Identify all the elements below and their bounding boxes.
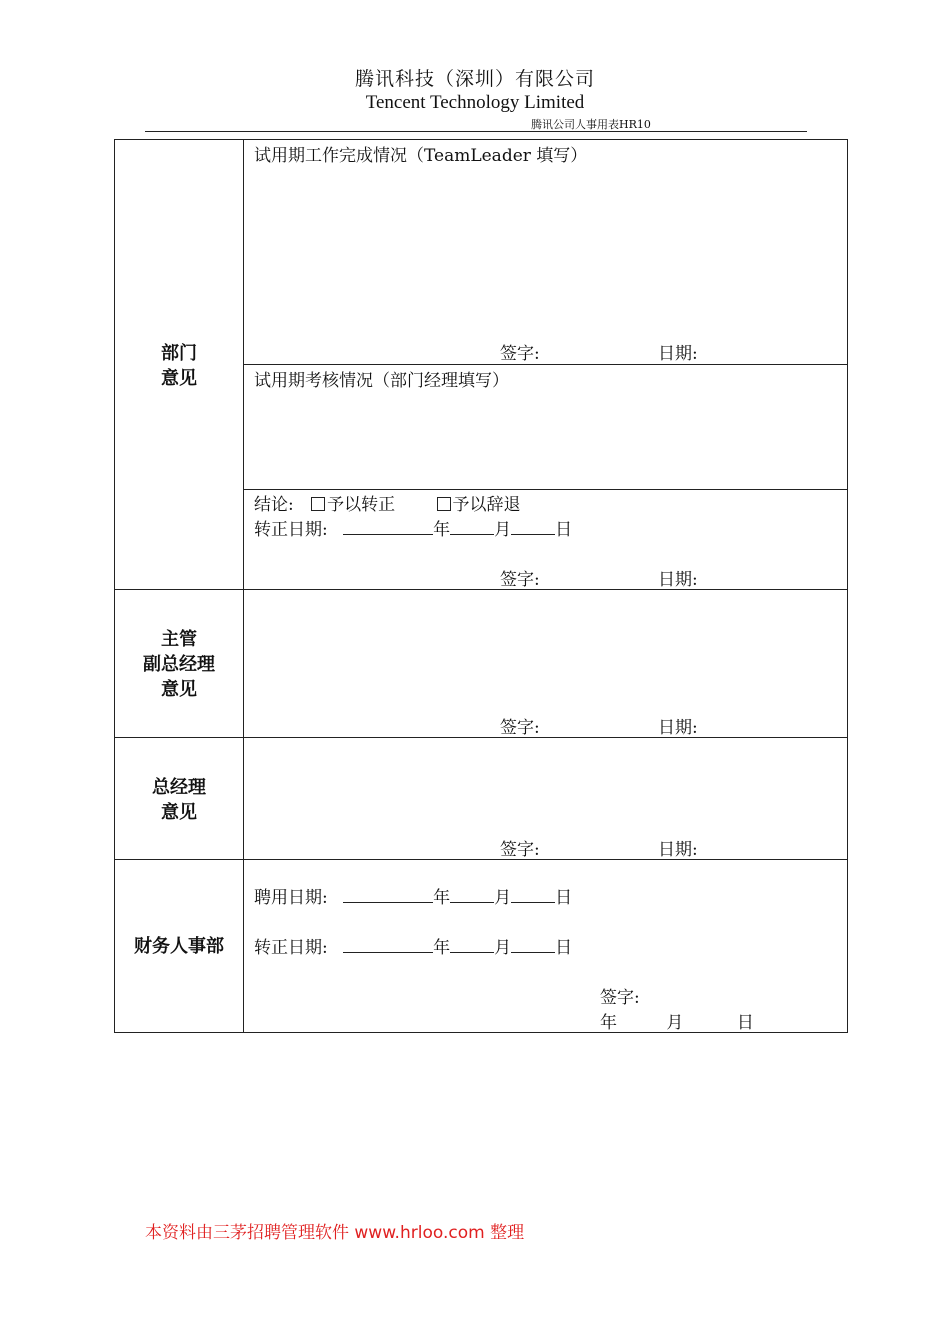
table-column-divider (243, 139, 244, 1033)
company-name-en: Tencent Technology Limited (365, 92, 585, 113)
month-label: 月 (494, 888, 512, 908)
table-row-divider (114, 589, 848, 590)
gm-date-label: 日期: (658, 840, 698, 860)
year-label: 年 (433, 938, 451, 958)
day-label: 日 (555, 938, 573, 958)
header-divider (145, 131, 807, 132)
company-name-cn: 腾讯科技（深圳）有限公司 (354, 68, 595, 90)
day-label: 日 (736, 1013, 754, 1033)
vp-label-line3: 意见 (161, 679, 197, 700)
gm-label-line2: 意见 (161, 802, 197, 823)
confirm-date-label: 转正日期: (254, 520, 328, 540)
day-blank[interactable] (511, 886, 555, 903)
hire-date-label: 聘用日期: (254, 888, 328, 908)
dept-confirm-date-row (254, 515, 572, 540)
confirm-date-label: 转正日期: (254, 938, 328, 958)
month-label: 月 (494, 938, 512, 958)
day-blank[interactable] (511, 518, 555, 535)
month-blank[interactable] (450, 886, 494, 903)
work-sign-label: 签字: (500, 344, 540, 364)
vp-date-label: 日期: (658, 718, 698, 738)
dept-label-line2: 意见 (161, 368, 197, 389)
month-label: 月 (666, 1013, 684, 1033)
form-code: 腾讯公司人事用表HR10 (531, 118, 651, 131)
conclusion-label: 结论: (254, 495, 294, 515)
option-dismiss-label: 予以辞退 (452, 495, 521, 515)
source-credit: 本资料由三茅招聘管理软件 www.hrloo.com 整理 (145, 1223, 525, 1243)
gm-opinion-label (114, 775, 244, 825)
section-divider (243, 364, 848, 365)
conclusion-row (254, 490, 521, 515)
vp-label-line2: 副总经理 (143, 654, 215, 675)
year-label: 年 (600, 1013, 617, 1033)
vp-label-line1: 主管 (161, 629, 197, 650)
day-blank[interactable] (511, 936, 555, 953)
year-label: 年 (433, 520, 451, 540)
hr-date-row (600, 1008, 754, 1033)
year-blank[interactable] (343, 886, 433, 903)
assess-date-label: 日期: (658, 570, 698, 590)
hr-sign-label: 签字: (600, 988, 640, 1008)
dept-opinion-label (114, 341, 244, 391)
option-confirm-label: 予以转正 (327, 495, 396, 515)
vp-opinion-label (114, 627, 244, 702)
month-blank[interactable] (450, 936, 494, 953)
dept-label-line1: 部门 (161, 343, 197, 364)
year-blank[interactable] (343, 936, 433, 953)
hire-date-row (254, 883, 572, 908)
work-completion-title: 试用期工作完成情况（TeamLeader 填写） (254, 146, 588, 166)
hr-dept-label: 财务人事部 (134, 936, 224, 957)
day-label: 日 (555, 888, 573, 908)
assess-sign-label: 签字: (500, 570, 540, 590)
confirm-checkbox[interactable] (311, 497, 325, 511)
year-label: 年 (433, 888, 451, 908)
assessment-title: 试用期考核情况（部门经理填写） (254, 371, 509, 391)
vp-sign-label: 签字: (500, 718, 540, 738)
table-row-divider (114, 859, 848, 860)
year-blank[interactable] (343, 518, 433, 535)
dismiss-checkbox[interactable] (437, 497, 451, 511)
month-blank[interactable] (450, 518, 494, 535)
gm-sign-label: 签字: (500, 840, 540, 860)
month-label: 月 (494, 520, 512, 540)
hr-confirm-date-row (254, 933, 572, 958)
table-row-divider (114, 737, 848, 738)
work-date-label: 日期: (658, 344, 698, 364)
day-label: 日 (555, 520, 573, 540)
gm-label-line1: 总经理 (152, 777, 206, 798)
